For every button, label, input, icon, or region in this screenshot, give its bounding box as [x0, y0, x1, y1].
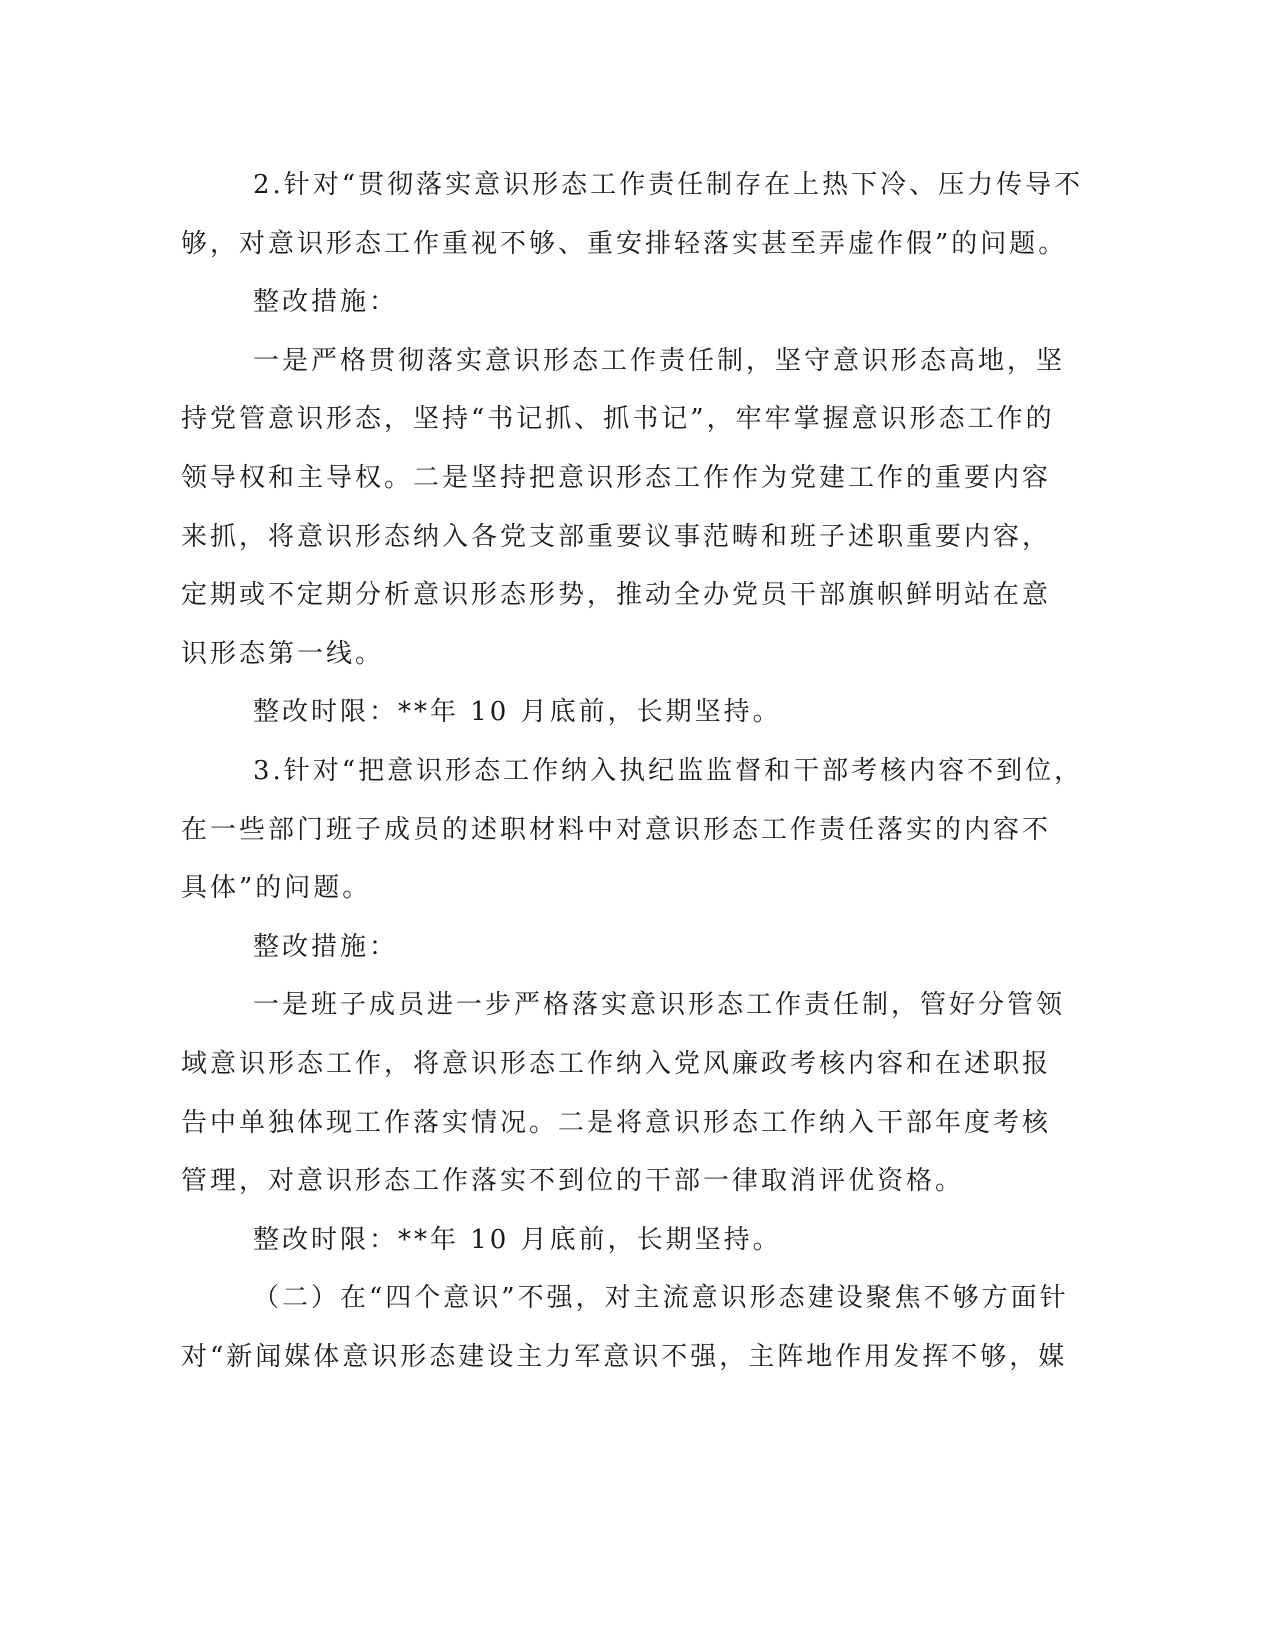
document-body	[181, 156, 1084, 1386]
paragraph-line: 在一些部门班子成员的述职材料中对意识形态工作责任落实的内容不	[181, 814, 1052, 845]
paragraph-line: 识形态第一线。	[181, 638, 385, 669]
paragraph-line: 3.针对“把意识形态工作纳入执纪监监督和干部考核内容不到位，	[253, 755, 1084, 786]
paragraph-line: 一是严格贯彻落实意识形态工作责任制，坚守意识形态高地，坚	[253, 345, 1066, 376]
paragraph-line: 2.针对“贯彻落实意识形态工作责任制存在上热下冷、压力传导不	[253, 170, 1084, 200]
paragraph-line: 持党管意识形态，坚持“书记抓、抓书记”，牢牢掌握意识形态工作的	[181, 404, 1055, 435]
paragraph-line: 一是班子成员进一步严格落实意识形态工作责任制，管好分管领	[253, 990, 1066, 1021]
paragraph-line: 告中单独体现工作落实情况。二是将意识形态工作纳入干部年度考核	[181, 1107, 1052, 1138]
section-label: 整改措施：	[253, 287, 399, 318]
paragraph-line: 来抓，将意识形态纳入各党支部重要议事范畴和班子述职重要内容，	[181, 521, 1052, 552]
paragraph-line: 具体”的问题。	[181, 873, 372, 904]
paragraph-line: 领导权和主导权。二是坚持把意识形态工作作为党建工作的重要内容	[181, 462, 1052, 493]
deadline-line: 整改时限：**年 10 月底前，长期坚持。	[253, 697, 782, 728]
paragraph-line: 域意识形态工作，将意识形态工作纳入党风廉政考核内容和在述职报	[181, 1048, 1052, 1079]
deadline-line: 整改时限：**年 10 月底前，长期坚持。	[253, 1224, 782, 1255]
paragraph-line: 对“新闻媒体意识形态建设主力军意识不强，主阵地作用发挥不够，媒	[181, 1341, 1068, 1372]
paragraph-line: 够，对意识形态工作重视不够、重安排轻落实甚至弄虚作假”的问题。	[181, 228, 1068, 259]
section-label: 整改措施：	[253, 931, 399, 962]
paragraph-line: 管理，对意识形态工作落实不到位的干部一律取消评优资格。	[181, 1166, 965, 1197]
paragraph-line: （二）在“四个意识”不强，对主流意识形态建设聚焦不够方面针	[253, 1283, 1069, 1314]
paragraph-line: 定期或不定期分析意识形态形势，推动全办党员干部旗帜鲜明站在意	[181, 580, 1052, 611]
